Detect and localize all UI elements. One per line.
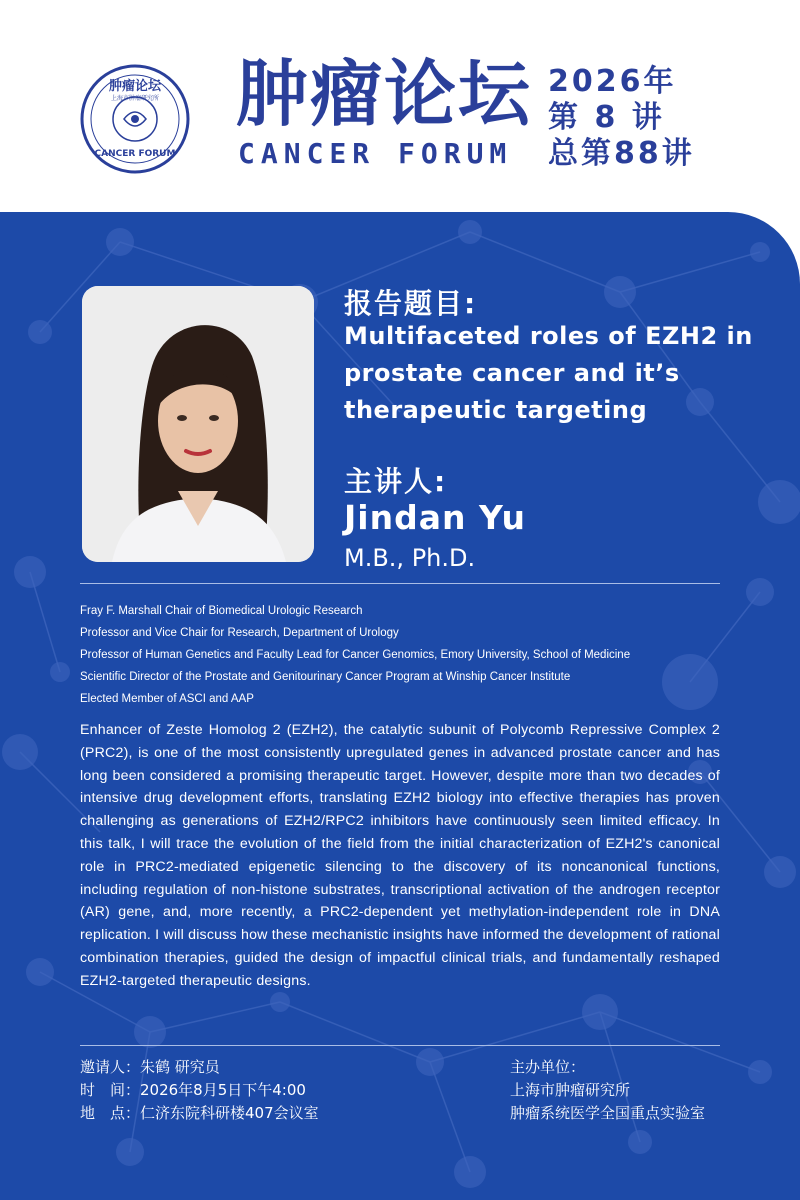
poster-header: [0, 0, 800, 215]
brand-title-en: CANCER FORUM: [238, 137, 513, 170]
host-label: 主办单位：: [510, 1058, 586, 1076]
speaker-portrait-image: [82, 286, 314, 562]
event-place: 地 点：仁济东院科研楼407会议室: [80, 1104, 319, 1122]
issue-number: 第 8 讲: [548, 100, 665, 135]
brand-title-cn: 肿瘤论坛: [236, 52, 533, 136]
talk-title-label: 报告题目:: [344, 287, 478, 320]
affiliation-list: [80, 600, 730, 710]
host-organization-1: 上海市肿瘤研究所: [510, 1081, 631, 1099]
host-details: [510, 1056, 705, 1125]
cancer-forum-logo: [80, 64, 190, 174]
affiliation-item: Professor and Vice Chair for Research, Department of Urology: [80, 627, 399, 639]
host-organization-2: 肿瘤系统医学全国重点实验室: [510, 1104, 706, 1122]
speaker-name: Jindan Yu: [344, 498, 526, 537]
issue-total: 总第88讲: [548, 136, 695, 171]
affiliation-item: Professor of Human Genetics and Faculty Lead for Cancer Genomics, Emory University, School of Medicine: [80, 649, 631, 661]
talk-title: Multifaceted roles of EZH2 in prostate cancer and it’s therapeutic targeting: [344, 322, 753, 424]
inviter: 邀请人：朱鹤 研究员: [80, 1058, 220, 1076]
divider-bottom: [80, 1045, 720, 1046]
event-details: [80, 1056, 319, 1125]
speaker-label: 主讲人:: [344, 465, 448, 498]
divider-top: [80, 583, 720, 584]
speaker-degree: M.B., Ph.D.: [344, 544, 476, 572]
issue-info: [548, 64, 695, 172]
logo-center-text: 肿瘤论坛: [108, 79, 162, 94]
issue-year: 2026年: [548, 64, 677, 99]
logo-inner-text: 上海市肿瘤研究所: [110, 95, 160, 102]
logo-bottom-text: CANCER FORUM: [94, 149, 176, 159]
speaker-photo: [82, 286, 314, 562]
event-time: 时 间：2026年8月5日下午4:00: [80, 1081, 306, 1099]
talk-abstract: Enhancer of Zeste Homolog 2 (EZH2), the catalytic subunit of Polycomb Repressive Complex 2 (PRC2), is one of the most consistently upregulated genes in advanced prostate cancer and has long been considered a promising therapeutic target. However, despite more than two decades of intensive drug development efforts, translating EZH2 biology into effective therapies has proven challenging as generations of EZH2/RPC2 inhibitors have continuously seen limited efficacy. In this talk, I will trace the evolution of the field from the initial characterization of EZH2's canonical role in PRC2-mediated epigenetic silencing to the discovery of its noncanonical functions, including regulation of non-histone substrates, transcriptional activation of the androgen receptor (AR) gene, and, more recently, a PRC2-dependent yet methylation-independent role in DNA replication. I will discuss how these mechanistic insights have informed the development of rational combination therapies, guided the design of impactful clinical trials, and fundamentally reshaped EZH2-targeted therapeutic designs.: [80, 722, 720, 989]
affiliation-item: Elected Member of ASCI and AAP: [80, 693, 254, 705]
affiliation-item: Scientific Director of the Prostate and Genitourinary Cancer Program at Winship Cancer Institute: [80, 671, 571, 683]
affiliation-item: Fray F. Marshall Chair of Biomedical Urologic Research: [80, 605, 363, 617]
